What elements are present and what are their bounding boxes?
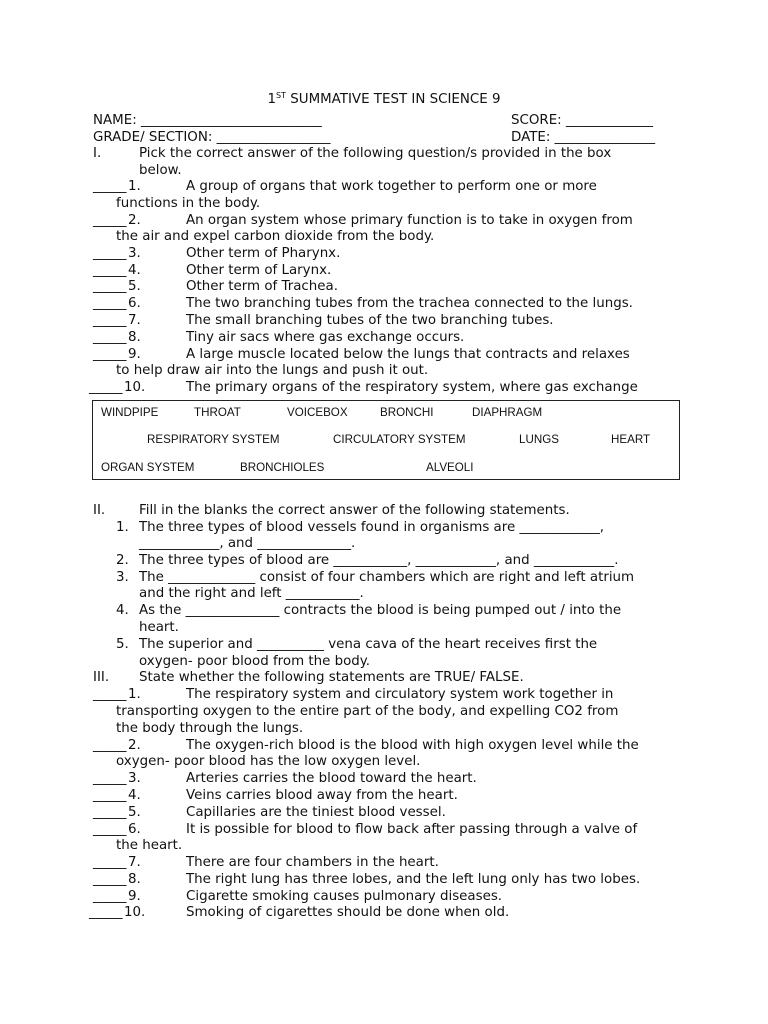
score-field[interactable]: SCORE: _____________	[511, 113, 653, 128]
item-text: The oxygen-rich blood is the blood with high oxygen level while the	[186, 738, 639, 753]
answer-blank[interactable]: _____	[93, 822, 127, 837]
item-text: It is possible for blood to flow back after passing through a valve of	[186, 822, 638, 837]
part3-item-cont	[0, 703, 768, 720]
item-number: 4.	[128, 263, 141, 278]
part3-item-cont	[0, 837, 768, 854]
part1-item	[0, 278, 768, 295]
item-text: There are four chambers in the heart.	[186, 855, 439, 870]
part3-item	[0, 770, 768, 787]
item-number: 5.	[128, 805, 141, 820]
part3-item	[0, 804, 768, 821]
item-text: Veins carries blood away from the heart.	[186, 788, 458, 803]
item-text: The superior and __________ vena cava of the heart receives first the	[139, 637, 598, 652]
part1-instruction-line2: below.	[139, 163, 182, 178]
item-number: 4.	[128, 788, 141, 803]
part3-heading	[0, 669, 768, 686]
grade-section-field[interactable]: GRADE/ SECTION: _________________	[93, 130, 331, 145]
word-box-item: CIRCULATORY SYSTEM	[333, 433, 466, 446]
part1-item-cont	[0, 228, 768, 245]
item-text: Smoking of cigarettes should be done when old.	[186, 905, 510, 920]
answer-blank[interactable]: _____	[93, 788, 127, 803]
item-number: 10.	[124, 380, 146, 395]
part2-item-cont	[0, 653, 768, 670]
part1-item-cont	[0, 362, 768, 379]
item-text: The right lung has three lobes, and the left lung only has two lobes.	[186, 872, 641, 887]
item-number: 2.	[128, 213, 141, 228]
word-box-item: DIAPHRAGM	[472, 406, 543, 419]
item-text: Arteries carries the blood toward the heart.	[186, 771, 477, 786]
answer-blank[interactable]: _____	[93, 246, 127, 261]
item-text: The respiratory system and circulatory system work together in	[186, 687, 614, 702]
answer-blank[interactable]: _____	[93, 738, 127, 753]
answer-blank[interactable]: _____	[93, 687, 127, 702]
part2-item-cont	[0, 585, 768, 602]
item-number: 8.	[128, 872, 141, 887]
part2-item	[0, 636, 768, 653]
item-number: 3.	[116, 570, 129, 585]
item-text-cont: the air and expel carbon dioxide from the body.	[116, 229, 435, 244]
part3-item	[0, 904, 768, 921]
answer-blank[interactable]: _____	[93, 771, 127, 786]
item-number: 7.	[128, 855, 141, 870]
part1-item-cont	[0, 195, 768, 212]
item-text-cont: ____________, and ______________.	[139, 536, 356, 551]
item-number: 9.	[128, 347, 141, 362]
title-superscript: ST	[276, 91, 287, 100]
answer-blank[interactable]: _____	[93, 263, 127, 278]
part2-instruction: Fill in the blanks the correct answer of the following statements.	[139, 503, 570, 518]
part3-instruction: State whether the following statements are TRUE/ FALSE.	[139, 670, 524, 685]
item-number: 10.	[124, 905, 146, 920]
item-text: An organ system whose primary function is to take in oxygen from	[186, 213, 633, 228]
word-box	[92, 400, 680, 480]
item-number: 4.	[116, 603, 129, 618]
word-box-item: WINDPIPE	[101, 406, 159, 419]
item-number: 8.	[128, 330, 141, 345]
item-text: Tiny air sacs where gas exchange occurs.	[186, 330, 465, 345]
item-number: 6.	[128, 822, 141, 837]
item-number: 2.	[116, 553, 129, 568]
item-text: Capillaries are the tiniest blood vessel.	[186, 805, 446, 820]
answer-blank[interactable]: _____	[93, 889, 127, 904]
answer-blank[interactable]: _____	[93, 179, 127, 194]
item-number: 6.	[128, 296, 141, 311]
word-box-item: THROAT	[194, 406, 241, 419]
title-prefix: 1	[267, 92, 277, 107]
part2-item	[0, 569, 768, 586]
part3-item	[0, 821, 768, 838]
answer-blank[interactable]: _____	[93, 872, 127, 887]
item-text-cont: to help draw air into the lungs and push it out.	[116, 363, 429, 378]
word-box-item: RESPIRATORY SYSTEM	[147, 433, 280, 446]
part2-numeral: II.	[93, 503, 106, 518]
part2-item-cont	[0, 535, 768, 552]
word-box-item: VOICEBOX	[287, 406, 348, 419]
item-number: 2.	[128, 738, 141, 753]
part1-item	[0, 379, 768, 396]
item-number: 5.	[116, 637, 129, 652]
answer-blank[interactable]: _____	[93, 296, 127, 311]
item-text-cont: the heart.	[116, 838, 183, 853]
part1-item	[0, 329, 768, 346]
part3-item	[0, 787, 768, 804]
part1-heading	[0, 145, 768, 162]
part1-item	[0, 295, 768, 312]
answer-blank[interactable]: _____	[93, 805, 127, 820]
part3-item	[0, 888, 768, 905]
item-number: 5.	[128, 279, 141, 294]
item-number: 7.	[128, 313, 141, 328]
item-text-cont: the body through the lungs.	[116, 721, 304, 736]
answer-blank[interactable]: _____	[93, 330, 127, 345]
item-text: Other term of Pharynx.	[186, 246, 341, 261]
part1-item	[0, 245, 768, 262]
word-box-item: ALVEOLI	[426, 461, 474, 474]
item-text: The three types of blood vessels found in organisms are ____________,	[139, 520, 605, 535]
part2-item	[0, 552, 768, 569]
part2-heading	[0, 502, 768, 519]
answer-blank[interactable]: _____	[93, 213, 127, 228]
part2-item	[0, 602, 768, 619]
word-box-item: BRONCHIOLES	[240, 461, 325, 474]
answer-blank[interactable]: _____	[89, 905, 123, 920]
item-text: The primary organs of the respiratory system, where gas exchange	[186, 380, 638, 395]
item-text-cont: transporting oxygen to the entire part of the body, and expelling CO2 from	[116, 704, 619, 719]
part1-item	[0, 178, 768, 195]
page-title	[0, 87, 768, 109]
item-text: A large muscle located below the lungs that contracts and relaxes	[186, 347, 630, 362]
item-number: 1.	[116, 520, 129, 535]
item-number: 1.	[128, 179, 141, 194]
answer-blank[interactable]: _____	[93, 313, 127, 328]
item-number: 1.	[128, 687, 141, 702]
item-text: The small branching tubes of the two branching tubes.	[186, 313, 554, 328]
item-text: Other term of Trachea.	[186, 279, 338, 294]
word-box-item: BRONCHI	[380, 406, 434, 419]
item-text: A group of organs that work together to perform one or more	[186, 179, 597, 194]
item-text: The _____________ consist of four chambers which are right and left atrium	[139, 570, 635, 585]
item-text-cont: oxygen- poor blood has the low oxygen level.	[116, 754, 421, 769]
item-text-cont: and the right and left ___________.	[139, 586, 364, 601]
item-text-cont: functions in the body.	[116, 196, 261, 211]
part3-item	[0, 737, 768, 754]
answer-blank[interactable]: _____	[93, 347, 127, 362]
word-box-item: LUNGS	[519, 433, 559, 446]
part3-item	[0, 686, 768, 703]
item-number: 9.	[128, 889, 141, 904]
item-text: As the ______________ contracts the blood is being pumped out / into the	[139, 603, 622, 618]
part2-item	[0, 519, 768, 536]
answer-blank[interactable]: _____	[89, 380, 123, 395]
word-box-item: ORGAN SYSTEM	[101, 461, 195, 474]
item-text-cont: heart.	[139, 620, 179, 635]
item-text: Cigarette smoking causes pulmonary diseases.	[186, 889, 503, 904]
part1-numeral: I.	[93, 146, 102, 161]
part1-instruction: Pick the correct answer of the following question/s provided in the box	[139, 146, 612, 161]
part1-item	[0, 262, 768, 279]
item-text-cont: oxygen- poor blood from the body.	[139, 654, 371, 669]
item-text: The two branching tubes from the trachea connected to the lungs.	[186, 296, 633, 311]
part3-item	[0, 854, 768, 871]
part1-item	[0, 312, 768, 329]
answer-blank[interactable]: _____	[93, 279, 127, 294]
part1-instruction-cont	[0, 162, 768, 179]
item-number: 3.	[128, 246, 141, 261]
part1-item	[0, 346, 768, 363]
part3-numeral: III.	[93, 670, 110, 685]
word-box-item: HEART	[611, 433, 651, 446]
date-field[interactable]: DATE: _______________	[511, 130, 656, 145]
name-field[interactable]: NAME: ___________________________	[93, 113, 322, 128]
part3-item-cont	[0, 720, 768, 737]
item-text: Other term of Larynx.	[186, 263, 332, 278]
item-number: 3.	[128, 771, 141, 786]
part2-item-cont	[0, 619, 768, 636]
title-suffix: SUMMATIVE TEST IN SCIENCE 9	[286, 92, 501, 107]
part3-item-cont	[0, 753, 768, 770]
part3-item	[0, 871, 768, 888]
answer-blank[interactable]: _____	[93, 855, 127, 870]
part1-item	[0, 212, 768, 229]
item-text: The three types of blood are ___________, ____________, and ____________.	[139, 553, 619, 568]
